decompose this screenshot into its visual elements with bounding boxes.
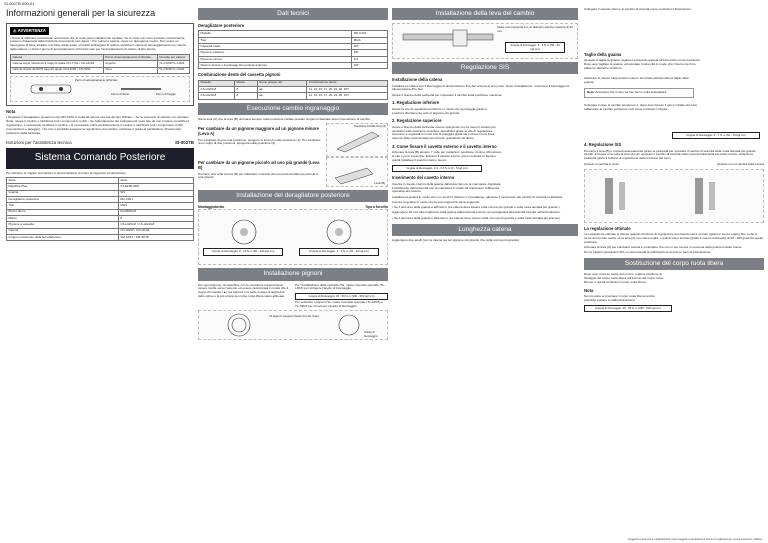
cassette-table: Modello Marce Nome gruppo det Combinazione dente CS-HG50-8 8 aa 11, 13, 15, 17, 20, 23, 26, 30T CS-HG40-8 8 aa 11, 13, 15, 17, 20, 23, 26, 34T — [198, 80, 388, 100]
shift-sub2: Per cambiare da un pignone piccolo ad uno più grande (Leva B) — [198, 160, 320, 171]
warning-label: ⚠ AVVERTENZA — [10, 27, 49, 34]
note-heading: Nota — [6, 108, 16, 114]
section-title-sis: Regolazione SIS — [392, 62, 578, 74]
rd-heading: Deragliatore posteriore — [198, 23, 245, 29]
table-cell: Capacità totale — [199, 44, 352, 50]
sprocket-text-2: Per l'installazione della cassetta HG, usare l'utensile speciale (TL-LR15) per stringere l'anello di bloccaggio. — [295, 282, 386, 291]
torque-box-7: Coppia di bloccaggio: 35 - 50 N·m (350 - 500 kgf·cm) — [584, 305, 672, 312]
lock-note: Per sostituire i pignoni HG, usare l'utensile speciale (TL-LR15) e TL-SR21 per rimuovere l'anello di bloccaggio. — [295, 300, 383, 309]
table-cell: 8 — [118, 215, 193, 221]
derailleur-icon — [199, 210, 387, 264]
system-intro: Per ottenere le migliori prestazioni si raccomandano di usare la seguente combinazione. — [6, 170, 127, 175]
section-title-freehub: Sostituzione del corpo ruota libera — [584, 258, 764, 270]
tipo-label: Tipo a forcella — [365, 205, 388, 210]
table-cell: Rapidfire Plus — [7, 184, 119, 190]
torque-box-3: Coppia di bloccaggio: 30 - 50 N·m (300 - 500 kgf·cm) — [295, 293, 388, 300]
table-cell: Tipo — [7, 203, 119, 209]
combination-row — [7, 234, 194, 240]
warning-box — [6, 23, 194, 106]
table-cell: Altus — [118, 177, 193, 183]
table-cell: Serie — [7, 177, 119, 183]
montaggio-label: Montaggiobietto — [198, 205, 225, 210]
table-cell: Marce — [7, 215, 119, 221]
pin-figure: Perno di accoppiamento rinforzato Perno d'ottone Perno di freggio — [10, 76, 190, 102]
lever-a-figure: Posizione iniziale leva (A) — [326, 123, 388, 157]
support-header: Istruzioni per l'assistenza tecnica SI-0027B — [6, 139, 194, 145]
warning-icon: ⚠ — [13, 28, 18, 34]
table-cell: MGS — [352, 37, 388, 43]
section-title-technical: Dati tecnici — [198, 8, 388, 20]
section-title-install-rd: Installazione del deragliatore posteriore — [198, 190, 388, 202]
cassette-heading: Combinazione dente del cassetta pignoni — [198, 72, 281, 78]
shift-sub-text: Per cambiare di una sola posizione, spingere la leva (A) sulla posizione (1). Per cambiare di un colpo di due posizioni, spingerla sulla posizione (2). — [198, 137, 321, 146]
section-title-shift: Esecuzione cambio ingranaggio — [198, 103, 388, 115]
rd-spec-row — [199, 63, 388, 69]
lever-install-figure: Usare una manopola con un diametro esterno massimo di 32 mm. Coppia di bloccaggio: 5 - 6 N·m (50 - 60 kgf·cm) — [392, 23, 578, 59]
table-cell: CS-HG50-8 / CS-HG40-8 — [118, 222, 193, 228]
section-title-sprockets: Installazione pignoni — [198, 268, 388, 280]
table-cell: SIS — [118, 190, 193, 196]
table-cell: Pignone a cassetta — [7, 222, 119, 228]
warning-text: • Prima di utilizzare la bicicletta, assicurarsi che le ruote siano saldamente avvitate. Se le ruote non sono avvitate correttamente, possono distaccarsi dalla bicicletta provocando seri danni. • Per pulire la catena, usare un detergente neutro. Non usare un detergente di base alcalina o di base acida quale i prodotti antiruggine in quanto sarebbero causa di danneggiamento e/o rottura della catena. • Usare il perno di accoppiamento rinforzato solo per l'accoppiamento di catene di tipo stretto. — [10, 35, 186, 52]
torque-box-6: Coppia di bloccaggio: 5 - 7 N·m (50 - 70 kgf·cm) — [672, 132, 760, 139]
footnote: Soggetto a leva che le caratteristiche sono soggette a cambiamenti dovuti ai miglioramenti, senza preavviso. (Italian) — [628, 537, 762, 541]
cable-note: Nota: Accertarsi che il cavo sia ben fermo nella scanalatura. — [584, 88, 694, 98]
torque-box-4: Coppia di bloccaggio: 5 - 6 N·m (50 - 60 kgf·cm) — [505, 42, 565, 53]
table-cell: Gruppo movimento della ferrodarlerone — [7, 234, 119, 240]
sprocket-text: Per ogni pignone, la superficie con le marcature presenti deve essere rivolta verso l'esterno ed essere posizionata in modo che il segno di incastro (▲) sui pignoni e la parte A dove la larghezza dello spline è la più ampia del corpo ruota libera siano allineate. — [198, 282, 289, 299]
section-title-lever: Installazione della leva del cambio — [392, 8, 578, 20]
lever-b-figure: Leva (B) — [326, 157, 388, 187]
table-cell: Tipo — [199, 37, 352, 43]
table-cell: Mozzo libero — [7, 209, 119, 215]
table-cell: RD-C201 — [118, 196, 193, 202]
shift-text: Sia la leva (A) che la leva (B) ritornano sempre nella posizione iniziale quando vengono rilasciate dopo l'operazione di cambio. — [198, 116, 371, 121]
table-cell: 32T — [352, 44, 388, 50]
page-title: Informazioni generali per la sicurezza — [6, 8, 156, 18]
table-cell: Pignone minimo — [199, 56, 352, 62]
column-cable: Collegare il cavetto interno al cambio di velocità come mostrato in illustrazione. Taglio della guaina Quando si taglia la guaina, tagliare l'estremità opposta all'estremità con la marcatura. Dopo aver tagliato la guaina, arrotondare l'estremità in modo che l'interno del foro abbia un diametro uniforme. Attaccare lo stesso cappuccetto esterno terminale all'estremità di taglio della guaina. Nota: Accertarsi che il cavo sia ben fermo nella scanalatura. Collegare il cavo al cambio posteriore e, dopo aver ripreso il gioco iniziale del cavo, riallacciare al cambio posteriore così come mostrato in figura. Coppia di bloccaggio: 5 - 7 N·m (50 - 70 kgf·cm) 4. Regolazione SIS Premere il leva (B) e contemporaneamente girare la pedivella per spostare il cambio di velocità sulla ruota dentata più grande. Quindi, azionare una volta la leva (A) per spostare il cambio di velocità sulla ruota dentata della seconda marcia. Girando la pedivella girare il bullone di regolazione della tensione del cavo. Quando si cambia in terza Quando non si cambia sulla corona La regolazione ottimale La regolazione ottimale si ottiene quando il bullone di regolazione del cavetto viene serrato (girato in senso orario) fino a che si sente del rumore anche se la leva (A) non viene usata, e quindi viene serrato (girato in senso antiorario) di 90 - 180 gradi da quella posizione. Azionare la leva (A) per cambiare marcia e controllare che non ci sia rumore in nessuna della posizioni delle marce. Per le migliori prestazioni SIS, si raccomanda la lubrificazione di tutte le parti di trasmissione. Sostituzione del corpo ruota libera Dopo aver rimosso l'asse del mozzo, togliere il bullone di fissaggio del corpo ruota libera (all'interno del corpo ruota libera), e quindi sostituire il corpo ruota libera. Nota Non provare a smontare il corpo ruota libera perché potrebbe portare a malfunzionamenti. Coppia di bloccaggio: 35 - 50 N·m (350 - 500 kgf·cm) — [584, 8, 764, 312]
note-text: • Regolare il deragliatore posteriore tipo RD-C201 a molla ad azione inversa del tipo sfibrato. • Se le sporcano di cambio non risultano fluide, lavare il cambio e lubrificare tutti i componenti mobili. • Se l'allentamento dei collegamenti ruote tale da non rendere possibile la regolazione, è necessario sostituire il cambio. • È necessario pulire periodicamente il cambio e lubrificare tutti i componenti mobili (meccanismo e pulegge). • Se non è possibile eseguire la regolazione del cambio, verificare il grado di parallelismo all'estremità posteriore della bicicletta. — [6, 115, 189, 135]
column-lever: Installazione della leva del cambio Usare una manopola con un diametro esterno massimo di 32 mm. Coppia di bloccaggio: 5 - 6 N·m (50 - 60 kgf·cm) Regolazione SIS Installazione della catena Installare la catena con il bloccaggio di alimentazione Pro-Set ancora al suo posto. Dopo l'installazione, rimuovere il bloccaggio di alimentazione Pro-Set. Girare il braccio della pedivella per impostare il cambio sulla posizione massima. 1. Regolazione inferiore Girare la vite di regolazione inferiore in modo che la puleggia guida si posizioni direttamente sotto il pignone più grande. 2. Regolazione superiore Girare il braccio della pedivella mentre spingendo con la mano il cambio per spostarlo sulla posizione massima, dopodiché girare la vite di regolazione superiore e regolarla in modo che la puleggia guida sia in linea con la linea esterna della ruota dentata più piccola, guardando da dietro. 3. Come fissare il cavetto esterno e il cavetto interno Azionare la leva (B) almeno 7 volte per portarla in posizione minima. Rimuovere la vite e poi il coperchio. Estrarre il cavetto interno come mostrato in figura e quindi installare il cavetto interno nuovo. Coppia di bloccaggio: 0.3 - 0.5 N·m (3 - 5 kgf·cm) Inserimento del cavetto interno Inserire il cavetto interno nella guaina dall'estremità con la marcatura. Applicare il lubrificante dall'estremità con la marcatura in modo da mantenere l'efficienza operativa del cavetto. Installare la guaina in modo che non tocchi il ciclismo o il parafango, allineare il movimento del cambio di velocità in abbassa. Inserire la guaina in modo che la sua lunghezza sia la seguente. • Se il percorso della guaina è all'interno (La catena deve essere sulla corona più grande e sulla ruota dentata più grande.) Aggiungere 10 mm alla lunghezza della guaina dall'estremità mentre nel portaguaina all'estremità inserita nell'articolazione. • Se il percorso della guaina è all'esterno (La catena deve essere sulla corona più grande e sulla ruota dentata più grande.) Lunghezza catena Aggiungere due anelli (con la catena sia sul pignone più grande che sulla corona più grande) — [392, 8, 578, 244]
column-technical — [198, 8, 388, 340]
torque-box-5: Coppia di bloccaggio: 0.3 - 0.5 N·m (3 - 5 kgf·cm) — [392, 165, 482, 172]
document-id: SI-0027B-000-01 — [4, 1, 35, 6]
sprocket-figure: I 8 pignoni vengono fissati con dei rivetti. Anello di bloccaggio — [198, 310, 388, 340]
rd-spec-table — [198, 30, 388, 69]
table-cell: Pignone massimo — [199, 50, 352, 56]
table-cell: SM-SP10 / SM-SP18 — [118, 234, 193, 240]
table-cell: MGS — [118, 203, 193, 209]
combination-table — [6, 177, 194, 241]
shift-sub2-text: Premere una volta la leva (B) per effettuare il cambio da una ruota dentata più piccola a una grande. — [198, 171, 318, 180]
table-cell: RD-C201 — [352, 31, 388, 37]
sis-figure — [584, 169, 764, 223]
system-title: Sistema Comando Posteriore — [6, 148, 194, 169]
section-title-chain-length: Lunghezza catena — [392, 224, 578, 236]
rd-install-figure — [198, 209, 388, 265]
table-cell: CN-HG53 / CN-HG40 — [118, 228, 193, 234]
table-cell: 11T — [352, 56, 388, 62]
table-cell: 32T — [352, 63, 388, 69]
shift-sub: Per cambiare da un pignone maggiore ad un pignone minore (Leva A) — [198, 126, 319, 137]
table-cell: FH-RM30-8 — [118, 209, 193, 215]
table-cell: Modello — [199, 31, 352, 37]
table-cell: Catena — [7, 228, 119, 234]
lever-a-icon — [327, 124, 387, 156]
torque-box-1: Coppia di bloccaggio: 8 - 10 N·m (80 - 100 kgf·cm) — [203, 248, 283, 255]
sprocket-alignment-icon — [585, 170, 763, 222]
table-cell: Guaina — [7, 190, 119, 196]
torque-box-2: Coppia di bloccaggio: 3 - 4 N·m (30 - 40 kgf·cm) — [299, 248, 379, 255]
table-cell: Sistemi da fare e ingranaggi lato puntura anteriore — [199, 63, 352, 69]
table-cell: Deragliatore posteriore — [7, 196, 119, 202]
table-cell: 34T — [352, 50, 388, 56]
column-safety — [6, 8, 194, 241]
chain-pin-table: Catena Perno di accoppiamento rinforzato Utensile per catena Catena super stretta da 9 rapporti quale CN-7701 / CN-HG93 Argento TL-CN32/TL-CN23 Catena stretta da 8/7/6 rapporti quale CN-HG50 / CN-IG51 Nero TL-CN32/TL-CN22 — [10, 54, 190, 74]
table-cell: ST-EF50-9R/T — [118, 184, 193, 190]
